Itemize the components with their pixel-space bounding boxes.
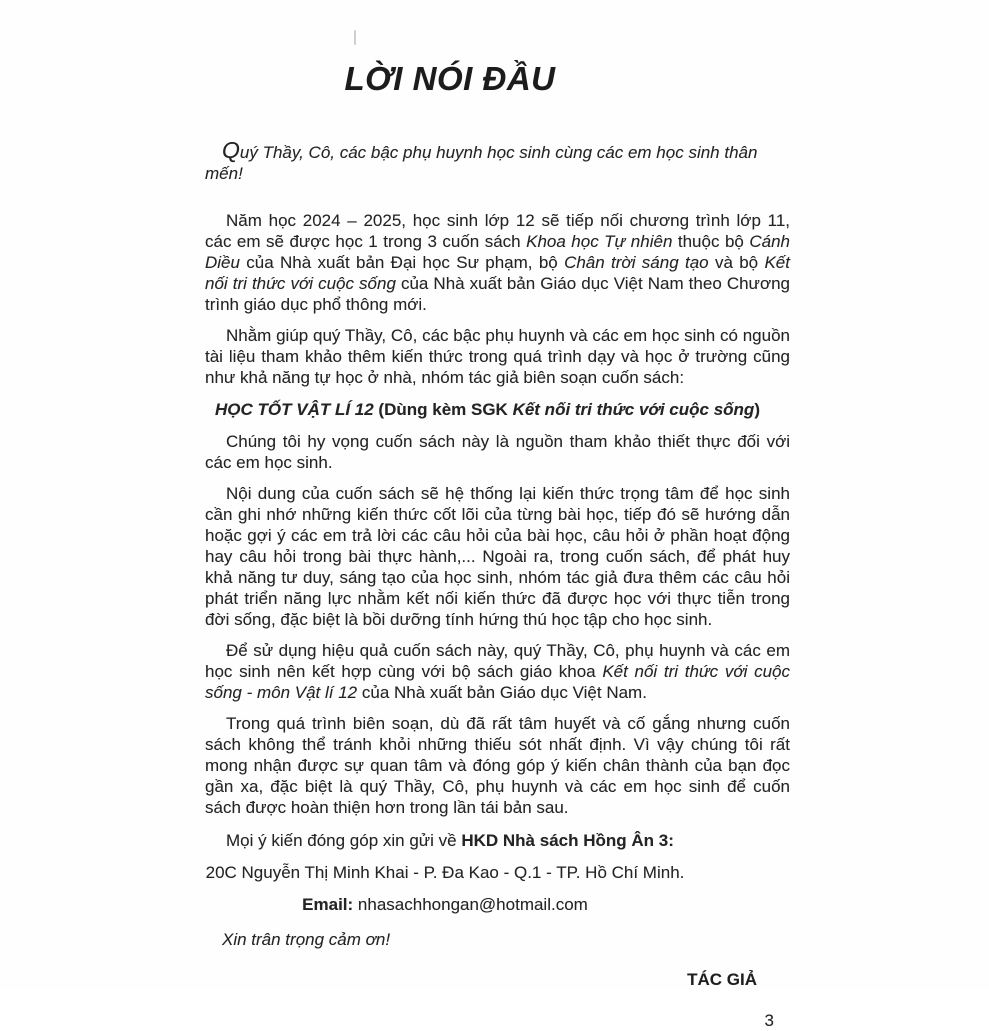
paragraph-curriculum: [205, 210, 790, 315]
paragraph-apology: [205, 713, 790, 818]
text-segment: ): [754, 400, 760, 419]
email-line: [205, 894, 790, 915]
text-segment: Mọi ý kiến đóng góp xin gửi về: [226, 831, 462, 850]
address-line: [205, 862, 790, 883]
text-segment: nhasachhongan@hotmail.com: [353, 895, 588, 914]
text-segment: Cánh Diều: [205, 232, 790, 272]
text-segment: của Nhà xuất bản Giáo dục Việt Nam theo Chương trình giáo dục phổ thông mới.: [205, 274, 790, 314]
paragraph-content-description: [205, 483, 790, 630]
text-segment: uý Thầy, Cô, các bậc phụ huynh học sinh cùng các em học sinh thân mến!: [205, 143, 758, 183]
feedback-line: [205, 830, 790, 851]
text-segment: HKD Nhà sách Hồng Ân 3:: [461, 831, 674, 850]
text-segment: Nội dung của cuốn sách sẽ hệ thống lại kiến thức trọng tâm để học sinh cần ghi nhớ những kiến thức cốt lõi của từng bài học, tiếp đó sẽ hướng dẫn hoặc gợi ý các em trả lời các câu hỏi của bài học, câu hỏi ở phần hoạt động hay câu hỏi trong bài thực hành,... Ngoài ra, trong cuốn sách, để phát huy khả năng tư duy, sáng tạo của học sinh, nhóm tác giả đưa thêm các câu hỏi phát triển năng lực nhằm kết nối kiến thức đã được học với thực tiễn trong đời sống, đặc biệt là bồi dưỡng tính hứng thú học tập cho học sinh.: [205, 484, 790, 629]
text-segment: Email:: [302, 895, 354, 914]
page-title: LỜI NÓI ĐẦU: [344, 60, 556, 97]
text-segment: Chân trời sáng tạo: [564, 253, 709, 272]
salutation-line: [205, 137, 790, 184]
text-segment: và bộ: [708, 253, 765, 272]
author-signature: TÁC GIẢ: [687, 970, 757, 989]
text-segment: của Nhà xuất bản Giáo dục Việt Nam.: [357, 683, 647, 702]
text-segment: Xin trân trọng cảm ơn!: [222, 930, 391, 949]
text-segment: Năm học 2024 – 2025, học sinh lớp 12 sẽ tiếp nối chương trình lớp 11, các em sẽ được học 1 trong 3 cuốn sách: [205, 211, 790, 251]
text-segment: thuộc bộ: [672, 232, 750, 251]
text-segment: của Nhà xuất bản Đại học Sư phạm, bộ: [239, 253, 565, 272]
text-segment: Khoa học Tự nhiên: [526, 232, 673, 251]
text-segment: Q: [222, 137, 240, 163]
text-segment: 20C Nguyễn Thị Minh Khai - P. Đa Kao - Q.1 - TP. Hồ Chí Minh.: [205, 863, 685, 882]
text-segment: Nhằm giúp quý Thầy, Cô, các bậc phụ huynh và các em học sinh có nguồn tài liệu tham khảo thêm kiến thức trong quá trình dạy và học ở trường cũng như khả năng tự học ở nhà, nhóm tác giả biên soạn cuốn sách:: [205, 326, 790, 387]
text-segment: Chúng tôi hy vọng cuốn sách này là nguồn tham khảo thiết thực đối với các em học sinh.: [205, 432, 790, 472]
text-segment: Kết nối tri thức với cuộc sống: [205, 253, 790, 293]
text-segment: Để sử dụng hiệu quả cuốn sách này, quý Thầy, Cô, phụ huynh và các em học sinh nên kết hợp cùng với bộ sách giáo khoa: [205, 641, 790, 681]
page-number: 3: [764, 1011, 774, 1030]
foreword-content: [205, 58, 790, 1031]
scan-artifact-mark: [354, 30, 356, 45]
book-title-line: [205, 399, 790, 420]
text-segment: (Dùng kèm SGK: [373, 400, 513, 419]
paragraph-hope: [205, 431, 790, 473]
paragraph-usage: [205, 640, 790, 703]
paragraph-purpose: [205, 325, 790, 388]
closing-line: [205, 929, 790, 950]
foreword-blocks: [205, 137, 790, 950]
text-segment: Kết nối tri thức với cuộc sống - môn Vật lí 12: [205, 662, 790, 702]
text-segment: Kết nối tri thức với cuộc sống: [512, 400, 755, 419]
text-segment: Trong quá trình biên soạn, dù đã rất tâm huyết và cố gắng nhưng cuốn sách không thể tránh khỏi những thiếu sót nhất định. Vì vậy chúng tôi rất mong nhận được sự quan tâm và đóng góp ý kiến chân thành của bạn đọc gần xa, đặc biệt là quý Thầy, Cô, phụ huynh và các em học sinh để cuốn sách được hoàn thiện hơn trong lần tái bản sau.: [205, 714, 790, 817]
text-segment: HỌC TỐT VẬT LÍ 12: [215, 400, 374, 419]
